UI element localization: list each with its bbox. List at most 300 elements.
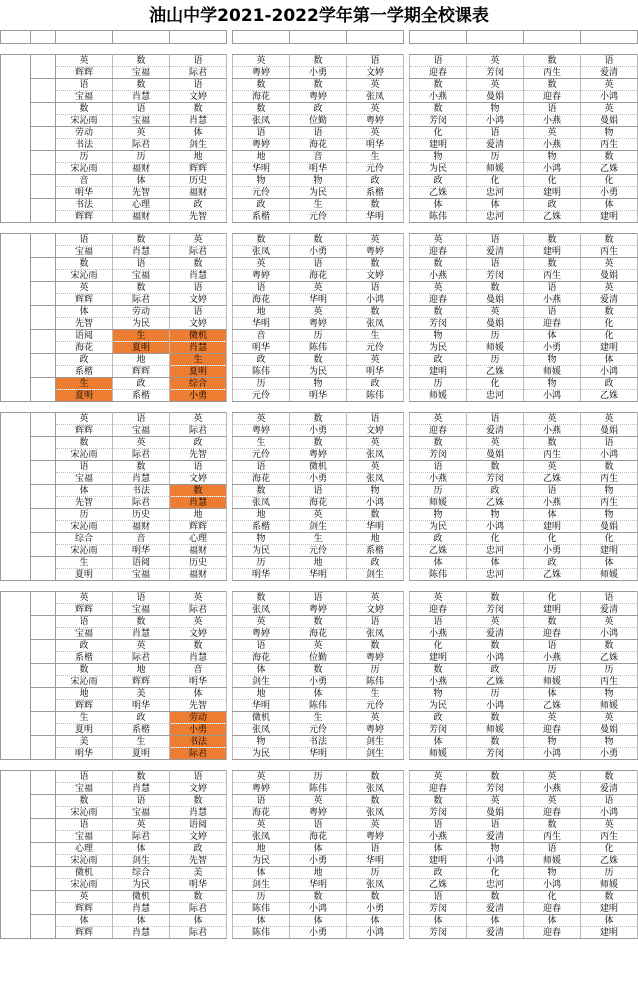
teacher-cell: 明华	[290, 163, 347, 175]
subject-cell: 英	[347, 234, 404, 246]
teacher-cell: 小燕	[524, 294, 581, 306]
subject-cell: 数	[581, 771, 638, 783]
subject-cell: 数	[581, 461, 638, 473]
subject-cell: 体	[170, 127, 227, 139]
subject-cell: 英	[467, 616, 524, 628]
teacher-row	[1, 831, 638, 843]
subject-cell: 化	[524, 175, 581, 187]
subject-cell: 物	[524, 378, 581, 390]
subject-cell: 数	[524, 79, 581, 91]
subject-cell: 政	[290, 103, 347, 115]
subject-cell: 生	[347, 330, 404, 342]
subject-cell: 心理	[56, 843, 113, 855]
subject-cell: 英	[410, 282, 467, 294]
subject-cell: 化	[410, 127, 467, 139]
teacher-cell: 小勇	[170, 390, 227, 402]
teacher-cell: 夏明	[170, 366, 227, 378]
subject-cell: 数	[233, 103, 290, 115]
subject-cell: 体	[524, 915, 581, 927]
teacher-cell: 小勇	[581, 748, 638, 760]
teacher-cell: 际君	[113, 652, 170, 664]
teacher-cell: 师媛	[581, 700, 638, 712]
teacher-cell: 元伶	[347, 163, 404, 175]
teacher-cell: 芳闵	[410, 903, 467, 915]
teacher-cell: 海花	[290, 831, 347, 843]
teacher-cell: 化	[581, 318, 638, 330]
teacher-cell: 小鸿	[581, 449, 638, 461]
teacher-row	[1, 783, 638, 795]
weekday-label	[1, 592, 31, 760]
subject-cell: 英	[581, 819, 638, 831]
teacher-cell: 剑生	[233, 879, 290, 891]
subject-cell: 英	[233, 771, 290, 783]
subject-cell: 政	[347, 557, 404, 569]
teacher-cell: 海花	[233, 473, 290, 485]
teacher-cell: 粤婷	[290, 604, 347, 616]
subject-cell: 劳动	[170, 712, 227, 724]
teacher-cell: 剑生	[290, 521, 347, 533]
teacher-cell: 华明	[347, 521, 404, 533]
teacher-cell: 小鸿	[347, 927, 404, 939]
subject-cell: 物	[524, 354, 581, 366]
subject-cell: 数	[290, 413, 347, 425]
subject-cell: 英	[410, 771, 467, 783]
teacher-cell: 肖慧	[113, 783, 170, 795]
teacher-cell: 小勇	[290, 927, 347, 939]
subject-cell: 物	[467, 103, 524, 115]
subject-row	[1, 199, 638, 211]
teacher-cell: 小燕	[410, 628, 467, 640]
subject-cell: 政	[56, 640, 113, 652]
teacher-cell: 文婷	[347, 67, 404, 79]
subject-row	[1, 819, 638, 831]
weekday-label	[1, 55, 31, 223]
subject-cell: 化	[581, 175, 638, 187]
subject-cell: 英	[347, 461, 404, 473]
teacher-cell: 张凤	[347, 449, 404, 461]
subject-cell: 语	[467, 127, 524, 139]
teacher-cell: 小鸿	[524, 879, 581, 891]
subject-cell: 生	[56, 378, 113, 390]
teacher-cell: 爱清	[467, 831, 524, 843]
teacher-cell: 建明	[410, 855, 467, 867]
subject-cell: 语	[233, 461, 290, 473]
teacher-cell: 粤婷	[233, 270, 290, 282]
teacher-cell: 际君	[170, 903, 227, 915]
teacher-cell: 丙生	[581, 473, 638, 485]
subject-cell: 体	[170, 915, 227, 927]
subject-cell: 数	[467, 461, 524, 473]
teacher-cell: 张凤	[347, 628, 404, 640]
subject-cell: 语	[56, 461, 113, 473]
subject-cell: 数	[467, 592, 524, 604]
subject-cell: 语	[233, 640, 290, 652]
teacher-cell: 海花	[56, 342, 113, 354]
subject-cell: 语	[581, 437, 638, 449]
teacher-cell: 迎春	[410, 604, 467, 616]
teacher-cell: 爱清	[467, 139, 524, 151]
teacher-cell: 文婷	[170, 831, 227, 843]
subject-cell: 历史	[170, 175, 227, 187]
teacher-cell: 际君	[170, 748, 227, 760]
period-number	[31, 688, 56, 712]
teacher-cell: 师媛	[467, 342, 524, 354]
subject-cell: 历	[581, 664, 638, 676]
subject-cell: 体	[581, 199, 638, 211]
teacher-row	[1, 521, 638, 533]
teacher-cell: 爱清	[581, 67, 638, 79]
teacher-cell: 忠河	[467, 211, 524, 223]
subject-cell: 地	[170, 509, 227, 521]
teacher-cell: 粤婷	[290, 318, 347, 330]
subject-cell: 英	[467, 306, 524, 318]
subject-cell: 体	[233, 915, 290, 927]
subject-cell: 英	[347, 103, 404, 115]
teacher-row	[1, 927, 638, 939]
subject-cell: 英	[170, 234, 227, 246]
subject-cell: 历	[410, 485, 467, 497]
period-number	[31, 664, 56, 688]
teacher-cell: 华明	[290, 879, 347, 891]
teacher-cell: 肖慧	[170, 342, 227, 354]
teacher-cell: 系楷	[233, 211, 290, 223]
teacher-cell: 小鸿	[467, 652, 524, 664]
teacher-cell: 师媛	[467, 724, 524, 736]
period-number	[31, 282, 56, 306]
subject-row	[1, 891, 638, 903]
teacher-cell: 曼娟	[581, 115, 638, 127]
class-header	[467, 31, 524, 44]
subject-cell: 体	[581, 915, 638, 927]
subject-cell: 英	[113, 819, 170, 831]
teacher-cell: 丙生	[581, 139, 638, 151]
teacher-cell: 迎春	[524, 724, 581, 736]
teacher-cell: 辉辉	[56, 425, 113, 437]
subject-cell: 数	[233, 592, 290, 604]
subject-cell: 地	[233, 843, 290, 855]
subject-row	[1, 795, 638, 807]
subject-cell: 体	[467, 199, 524, 211]
subject-cell: 政	[524, 557, 581, 569]
subject-cell: 政	[113, 378, 170, 390]
teacher-cell: 小鸿	[581, 807, 638, 819]
subject-cell: 体	[56, 915, 113, 927]
period-number	[31, 891, 56, 915]
teacher-cell: 张凤	[347, 318, 404, 330]
teacher-cell: 明华	[56, 187, 113, 199]
teacher-cell: 明华	[233, 342, 290, 354]
subject-cell: 语	[290, 592, 347, 604]
teacher-cell: 福财	[170, 545, 227, 557]
teacher-cell: 曼娟	[467, 318, 524, 330]
teacher-cell: 乙姝	[524, 211, 581, 223]
teacher-cell: 建明	[524, 246, 581, 258]
teacher-cell: 宋沁雨	[56, 521, 113, 533]
subject-cell: 历	[56, 509, 113, 521]
subject-cell: 历	[233, 378, 290, 390]
subject-cell: 历	[233, 891, 290, 903]
subject-cell: 体	[581, 354, 638, 366]
teacher-cell: 张凤	[233, 604, 290, 616]
subject-cell: 微机	[113, 891, 170, 903]
subject-cell: 语	[467, 413, 524, 425]
teacher-cell: 宝福	[56, 473, 113, 485]
teacher-row	[1, 91, 638, 103]
teacher-cell: 肖慧	[170, 652, 227, 664]
subject-cell: 历	[410, 378, 467, 390]
teacher-cell: 师媛	[524, 855, 581, 867]
period-number	[31, 736, 56, 760]
subject-cell: 语	[170, 771, 227, 783]
teacher-cell: 际君	[170, 246, 227, 258]
subject-row	[1, 175, 638, 187]
teacher-cell: 宝福	[113, 115, 170, 127]
subject-cell: 综合	[170, 378, 227, 390]
subject-cell: 生	[56, 557, 113, 569]
subject-cell: 英	[524, 413, 581, 425]
teacher-cell: 宝福	[113, 67, 170, 79]
subject-cell: 地	[290, 867, 347, 879]
subject-cell: 语	[56, 771, 113, 783]
class-header	[233, 31, 290, 44]
period-number	[31, 103, 56, 127]
teacher-cell: 福财	[113, 163, 170, 175]
teacher-cell: 际君	[113, 294, 170, 306]
teacher-cell: 宋沁雨	[56, 807, 113, 819]
subject-cell: 数	[290, 891, 347, 903]
subject-cell: 数	[170, 891, 227, 903]
subject-cell: 数	[581, 640, 638, 652]
subject-cell: 物	[581, 485, 638, 497]
subject-cell: 微机	[290, 461, 347, 473]
subject-cell: 物	[524, 867, 581, 879]
subject-cell: 体	[410, 915, 467, 927]
subject-cell: 生	[290, 533, 347, 545]
subject-row	[1, 127, 638, 139]
teacher-cell: 华明	[290, 569, 347, 581]
teacher-cell: 忠河	[467, 545, 524, 557]
teacher-cell: 小勇	[290, 67, 347, 79]
class-header	[524, 31, 581, 44]
teacher-cell: 小燕	[410, 473, 467, 485]
teacher-cell: 元伶	[290, 724, 347, 736]
subject-cell: 历	[467, 330, 524, 342]
subject-cell: 数	[410, 306, 467, 318]
teacher-cell: 元伶	[347, 342, 404, 354]
subject-row	[1, 55, 638, 67]
subject-cell: 心理	[170, 533, 227, 545]
subject-cell: 语	[581, 592, 638, 604]
class-header	[170, 31, 227, 44]
teacher-cell: 师媛	[410, 497, 467, 509]
subject-cell: 体	[467, 557, 524, 569]
subject-cell: 语阅	[113, 557, 170, 569]
teacher-cell: 先智	[113, 187, 170, 199]
subject-cell: 美	[113, 688, 170, 700]
teacher-row	[1, 903, 638, 915]
teacher-cell: 建明	[581, 927, 638, 939]
subject-cell: 书法	[170, 736, 227, 748]
teacher-row	[1, 628, 638, 640]
period-number	[31, 354, 56, 378]
teacher-row	[1, 748, 638, 760]
teacher-cell: 曼娟	[467, 91, 524, 103]
subject-cell: 体	[410, 736, 467, 748]
subject-cell: 物	[581, 736, 638, 748]
teacher-cell: 明华	[113, 700, 170, 712]
subject-cell: 劳动	[56, 127, 113, 139]
teacher-cell: 张凤	[347, 807, 404, 819]
subject-cell: 英	[56, 413, 113, 425]
teacher-cell: 宝福	[113, 569, 170, 581]
subject-cell: 化	[581, 533, 638, 545]
subject-cell: 数	[113, 461, 170, 473]
subject-cell: 物	[524, 736, 581, 748]
teacher-cell: 粤婷	[233, 783, 290, 795]
subject-row	[1, 306, 638, 318]
teacher-cell: 宝福	[56, 91, 113, 103]
teacher-cell: 明华	[233, 569, 290, 581]
teacher-cell: 元伶	[290, 211, 347, 223]
subject-cell: 体	[170, 688, 227, 700]
subject-cell: 书法	[56, 199, 113, 211]
teacher-row	[1, 807, 638, 819]
weekday-label	[1, 234, 31, 402]
subject-cell: 心理	[113, 199, 170, 211]
subject-cell: 数	[113, 771, 170, 783]
teacher-cell: 宋沁雨	[56, 879, 113, 891]
subject-cell: 语	[170, 306, 227, 318]
teacher-cell: 华明	[347, 855, 404, 867]
period-number	[31, 795, 56, 819]
teacher-cell: 华明	[290, 748, 347, 760]
subject-cell: 地	[170, 151, 227, 163]
teacher-row	[1, 246, 638, 258]
subject-cell: 历	[290, 771, 347, 783]
teacher-cell: 粤婷	[233, 139, 290, 151]
class-header	[410, 31, 467, 44]
teacher-cell: 肖慧	[113, 903, 170, 915]
subject-cell: 政	[170, 199, 227, 211]
teacher-row	[1, 342, 638, 354]
subject-row	[1, 557, 638, 569]
subject-cell: 英	[347, 712, 404, 724]
teacher-cell: 建明	[524, 521, 581, 533]
subject-cell: 数	[524, 234, 581, 246]
teacher-cell: 师媛	[581, 879, 638, 891]
period-number	[31, 712, 56, 736]
teacher-cell: 宝福	[113, 270, 170, 282]
subject-cell: 数	[113, 282, 170, 294]
subject-cell: 数	[347, 258, 404, 270]
subject-cell: 体	[524, 330, 581, 342]
subject-cell: 政	[170, 843, 227, 855]
subject-cell: 英	[347, 127, 404, 139]
subject-row	[1, 282, 638, 294]
teacher-cell: 为民	[290, 366, 347, 378]
subject-cell: 语	[347, 282, 404, 294]
timetable	[0, 30, 638, 939]
teacher-cell: 爱清	[467, 903, 524, 915]
subject-cell: 英	[113, 640, 170, 652]
teacher-cell: 海花	[290, 270, 347, 282]
teacher-cell: 先智	[170, 449, 227, 461]
subject-cell: 数	[410, 79, 467, 91]
subject-cell: 政	[233, 199, 290, 211]
teacher-cell: 海花	[290, 497, 347, 509]
subject-cell: 英	[524, 795, 581, 807]
teacher-cell: 芳闵	[467, 604, 524, 616]
teacher-cell: 先智	[56, 318, 113, 330]
subject-cell: 物	[581, 127, 638, 139]
teacher-row	[1, 67, 638, 79]
teacher-cell: 宝福	[56, 831, 113, 843]
subject-cell: 体	[410, 557, 467, 569]
subject-cell: 英	[467, 55, 524, 67]
teacher-cell: 乙姝	[524, 569, 581, 581]
teacher-cell: 剑生	[113, 855, 170, 867]
period-number	[31, 199, 56, 223]
teacher-cell: 先智	[170, 700, 227, 712]
teacher-cell: 系楷	[56, 652, 113, 664]
teacher-cell: 际君	[113, 449, 170, 461]
period-number	[31, 557, 56, 581]
subject-cell: 美	[170, 867, 227, 879]
teacher-cell: 文婷	[170, 783, 227, 795]
subject-cell: 地	[347, 533, 404, 545]
teacher-cell: 明华	[170, 676, 227, 688]
class-header	[113, 31, 170, 44]
subject-cell: 数	[290, 234, 347, 246]
subject-cell: 物	[524, 151, 581, 163]
teacher-cell: 肖慧	[113, 628, 170, 640]
subject-cell: 英	[467, 795, 524, 807]
subject-cell: 数	[467, 640, 524, 652]
subject-cell: 物	[410, 330, 467, 342]
subject-cell: 数	[410, 103, 467, 115]
teacher-cell: 元伶	[233, 390, 290, 402]
subject-cell: 语	[581, 795, 638, 807]
subject-cell: 数	[56, 664, 113, 676]
subject-row	[1, 103, 638, 115]
subject-cell: 体	[113, 843, 170, 855]
teacher-cell: 小勇	[524, 545, 581, 557]
subject-cell: 剑生	[347, 736, 404, 748]
teacher-cell: 文婷	[347, 604, 404, 616]
teacher-cell: 肖慧	[113, 927, 170, 939]
teacher-cell: 曼娟	[467, 449, 524, 461]
teacher-cell: 宝福	[56, 783, 113, 795]
subject-cell: 物	[467, 509, 524, 521]
subject-cell: 音	[290, 151, 347, 163]
subject-cell: 体	[581, 557, 638, 569]
teacher-cell: 建明	[410, 139, 467, 151]
weekday-header	[1, 31, 31, 44]
teacher-cell: 福财	[113, 521, 170, 533]
teacher-cell: 粤婷	[290, 807, 347, 819]
subject-cell: 语	[113, 413, 170, 425]
teacher-cell: 小燕	[410, 91, 467, 103]
class-header	[290, 31, 347, 44]
teacher-cell: 明华	[170, 879, 227, 891]
teacher-cell: 小勇	[347, 903, 404, 915]
subject-row	[1, 461, 638, 473]
teacher-cell: 小鸿	[347, 294, 404, 306]
teacher-cell: 宋沁雨	[56, 545, 113, 557]
teacher-cell: 迎春	[524, 91, 581, 103]
subject-cell: 体	[410, 843, 467, 855]
day-separator	[1, 760, 638, 771]
